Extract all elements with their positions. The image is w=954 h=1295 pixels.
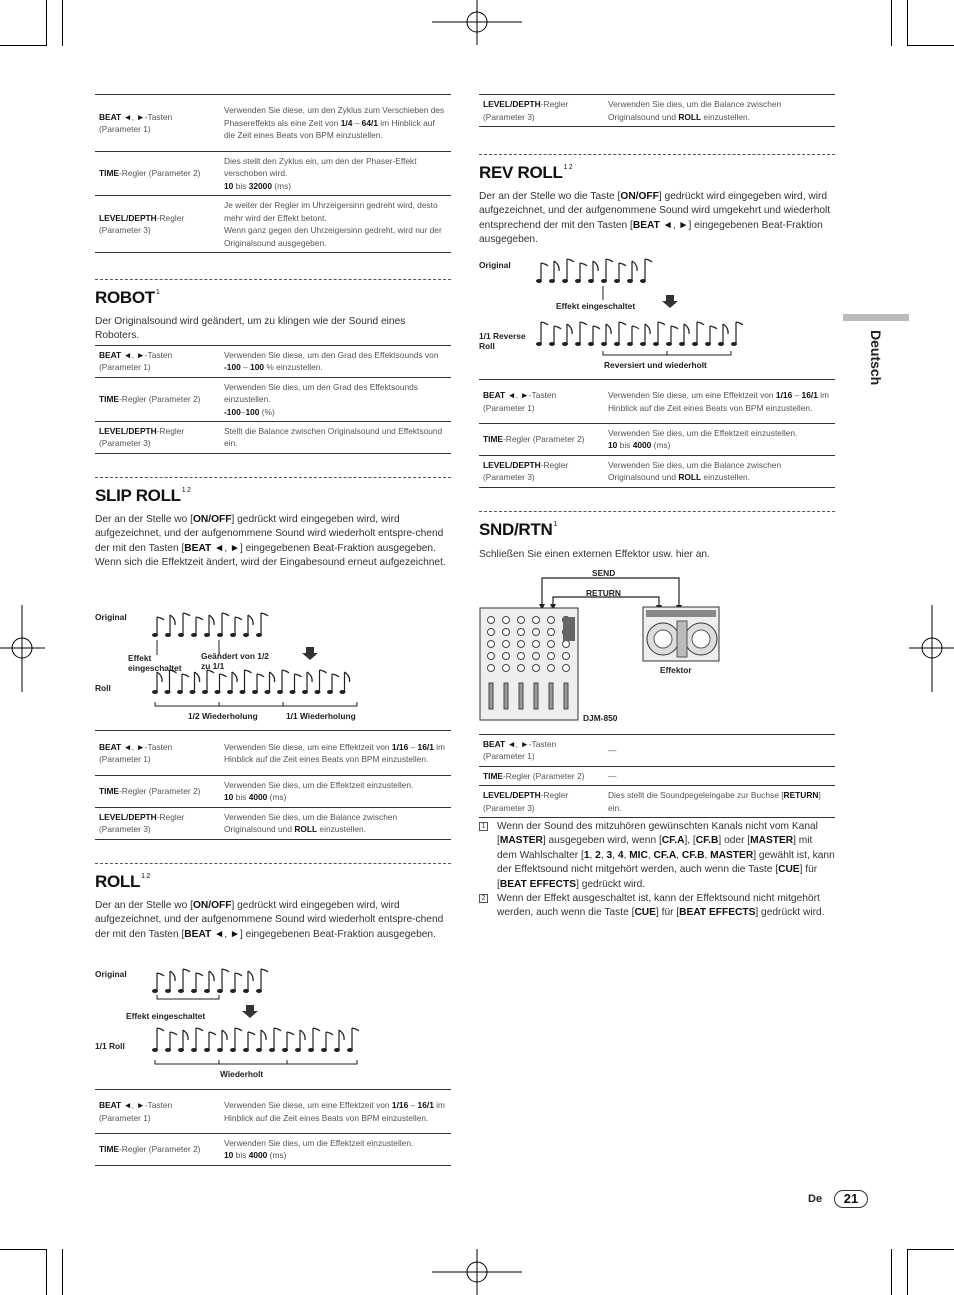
robot-parameter-table: BEAT ◄, ►-Tasten (Parameter 1) Verwenden Sie diese, um den Grad des Effektsounds von -100 – 100 % einzustellen. TIME-Regler (Parameter 2) Verwenden Sie dies, um den Grad des Effektsounds einzustellen. -100–100 (%) LEVEL/DEPTH-Regler (Parameter 3) Stellt die Balance zwischen Originalsound und Effektsound ein. — [95, 345, 451, 454]
slip-roll-description: Der an der Stelle wo [ON/OFF] gedrückt wird eingegeben wird, wird aufgezeichnet, und der aufgenommene Sound wird wiederholt entspre-chend der mit den Tasten [BEAT ◄, ►] eingegebenen Beat-Fraktion ausgegeben. Wenn sich die Effektzeit ändert, wird der Eingabesound erneut aufgezeichnet. — [95, 514, 446, 569]
slip-roll-diagram: Original Effekt eingeschaltet Geändert von 1/2 zu 1/1 Roll 1/2 Wiederholung 1/1 Wiederholung — [95, 600, 451, 730]
roll-diagram: Original Effekt eingeschaltet 1/1 Roll Wiederholt — [95, 958, 451, 1088]
section-title-rev-roll: REV $ROLL^{1 2}$ — [479, 163, 573, 182]
section-title-roll: $ROLL^{1 2}$ — [95, 872, 150, 891]
rev-roll-notes — [479, 250, 835, 380]
footnotes: 1 Wenn der Sound des mitzuhören gewünschten Kanals nicht vom Kanal [MASTER] ausgegeben wird, wenn [CF.A], [CF.B] oder [MASTER] mit dem Wahlschalter [1, 2, 3, 4, MIC, CF.A, CF.B, MASTER] gewählt ist, kann der Effektsound nicht mitgehört werden, auch wenn die Taste [CUE] für [BEAT EFFECTS] gedrückt wird. 2 Wenn der Effekt ausgeschaltet ist, kann der Effektsound nicht mitgehört werden, auch wenn die Taste [CUE] für [BEAT EFFECTS] gedrückt wird. — [479, 820, 835, 921]
roll-parameter-table: BEAT ◄, ►-Tasten (Parameter 1) Verwenden Sie diese, um eine Effektzeit von 1/16 – 16/1 im Hinblick auf die Zeit eines Beats von BPM einzustellen. TIME-Regler (Parameter 2) Verwenden Sie dies, um die Effektzeit einzustellen. 10 bis 4000 (ms) — [95, 1089, 451, 1166]
snd-rtn-intro: Schließen Sie einen externen Effektor usw. hier an. — [479, 549, 710, 560]
rev-roll-diagram: Original Effekt eingeschaltet 1/1 Reverse Roll Reversiert und wiederholt — [479, 250, 835, 380]
rev-roll-parameter-table: BEAT ◄, ►-Tasten (Parameter 1) Verwenden Sie diese, um eine Effektzeit von 1/16 – 16/1 im Hinblick auf die Zeit eines Beats von BPM einzustellen. TIME-Regler (Parameter 2) Verwenden Sie dies, um die Effektzeit einzustellen. 10 bis 4000 (ms) LEVEL/DEPTH-Regler (Parameter 3) Verwenden Sie dies, um die Balance zwischen Originalsound und ROLL einzustellen. — [479, 379, 835, 488]
slip-roll-notes — [95, 600, 451, 730]
slip-roll-parameter-table: BEAT ◄, ►-Tasten (Parameter 1) Verwenden Sie diese, um eine Effektzeit von 1/16 – 16/1 im Hinblick auf die Zeit eines Beats von BPM einzustellen. TIME-Regler (Parameter 2) Verwenden Sie dies, um die Effektzeit einzustellen. 10 bis 4000 (ms) LEVEL/DEPTH-Regler (Parameter 3) Verwenden Sie dies, um die Balance zwischen Originalsound und ROLL einzustellen. — [95, 730, 451, 840]
roll-level-parameter-table: LEVEL/DEPTH-Regler (Parameter 3) Verwenden Sie dies, um die Balance zwischen Originalsound und ROLL einzustellen. — [479, 94, 835, 127]
footer-language: De — [808, 1193, 823, 1205]
side-tab-language: Deutsch — [868, 330, 884, 386]
snd-rtn-parameter-table: BEAT ◄, ►-Tasten (Parameter 1) — TIME-Regler (Parameter 2) — LEVEL/DEPTH-Regler (Parameter 3) Dies stellt die Soundpegeleingabe zur Buchse [RETURN] ein. — [479, 734, 835, 818]
roll-notes — [95, 958, 451, 1088]
section-title-robot: ROBOT$^1$ — [95, 288, 160, 307]
rev-roll-description: Der an der Stelle wo die Taste [ON/OFF] gedrückt wird eingegeben wird, wird aufgezeichnet, und der aufgenommene Sound wird umgekehrt und wiederholt entsprechend der mit den Tasten [BEAT ◄, ►] eingegebenen Beat-Fraktion ausgegeben. — [479, 191, 831, 246]
roll-description: Der an der Stelle wo [ON/OFF] gedrückt wird eingegeben wird, wird aufgezeichnet, und der aufgenommene Sound wird wiederholt entspre-chend der mit den Tasten [BEAT ◄, ►] eingegebenen Beat-Fraktion ausgegeben. — [95, 900, 444, 940]
phaser-parameter-table: BEAT ◄, ►-Tasten (Parameter 1) Verwenden Sie diese, um den Zyklus zum Verschieben des Phasereffekts als eine Zeit von 1/4 – 64/1 im Hinblick auf die Zeit eines Beats von BPM einzustellen. TIME-Regler (Parameter 2) Dies stellt den Zyklus ein, um den der Phaser-Effekt verschoben wird. 10 bis 32000 (ms) LEVEL/DEPTH-Regler (Parameter 3) Je weiter der Regler im Uhrzeigersinn gedreht wird, desto mehr wird der Effekt betont. Wenn ganz gegen den Uhrzeigersinn gedreht, wird nur der Originalsound ausgegeben. — [95, 94, 451, 253]
section-title-snd-rtn: SND/RTN$^1$ — [479, 520, 558, 539]
page-number: 21 — [834, 1190, 868, 1208]
section-title-slip-roll: SLIP $ROLL^{1 2}$ — [95, 486, 191, 505]
snd-rtn-diagram: SEND RETURN Effektor DJM-850 — [479, 565, 835, 730]
side-tab-bar — [843, 314, 909, 321]
robot-intro: Der Originalsound wird geändert, um zu klingen wie der Sound eines Roboters. — [95, 316, 406, 342]
